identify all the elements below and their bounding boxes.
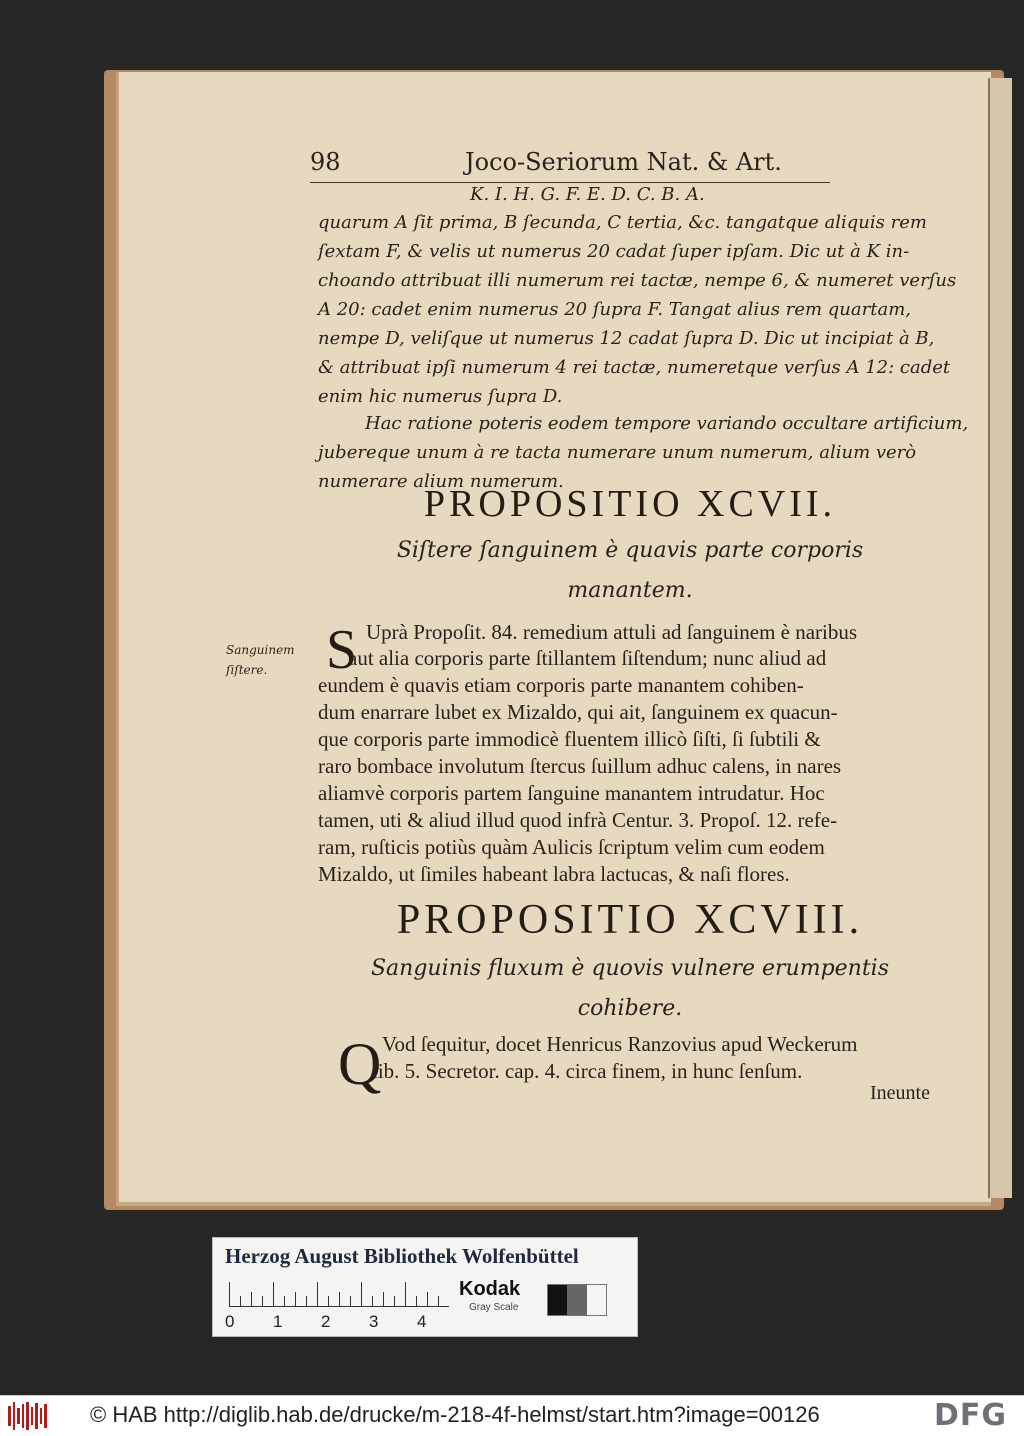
ruler-tick — [416, 1296, 417, 1306]
text-line: raro bombace involutum ſtercus ſuillum adhuc calens, in nares — [318, 754, 842, 778]
footer-bar — [0, 1395, 1024, 1436]
text-line: Hac ratione poteris eodem tempore variando occultare artificium, — [365, 413, 969, 434]
ruler-tick — [273, 1282, 274, 1306]
margin-note-line: ſiſtere. — [226, 663, 268, 677]
ruler-tick — [394, 1296, 395, 1306]
text-line: & attribuat ipſi numerum 4 rei tactæ, numeretque verſus A 12: cadet — [318, 357, 951, 378]
text-line: ſextam F, & velis ut numerus 20 cadat ſuper ipſam. Dic ut à K in- — [318, 241, 910, 262]
kodak-logo: Kodak — [459, 1278, 521, 1300]
gray-swatches — [547, 1284, 607, 1316]
drop-cap: Q — [338, 1031, 382, 1097]
library-name: Herzog August Bibliothek Wolfenbüttel — [225, 1244, 579, 1268]
barcode-logo-icon — [8, 1402, 48, 1430]
header-rule — [310, 182, 830, 183]
text-line: Vod ſequitur, docet Henricus Ranzovius apud Weckerum — [382, 1032, 858, 1056]
proposition-97-heading: PROPOSITIO XCVII. — [423, 483, 837, 525]
text-line: lib. 5. Secretor. cap. 4. circa finem, in hunc ſenſum. — [372, 1059, 803, 1083]
drop-cap: S — [326, 619, 358, 681]
proposition-98-subtitle: Sanguinis fluxum è quovis vulnere erumpentis — [370, 956, 890, 981]
text-line: nempe D, veliſque ut numerus 12 cadat ſupra D. Dic ut incipiat à B, — [318, 328, 935, 349]
proposition-97-subtitle: manantem. — [567, 578, 693, 603]
ruler-tick — [350, 1296, 351, 1306]
text-line: Uprà Propoſit. 84. remedium attuli ad ſanguinem è naribus — [366, 620, 858, 644]
ruler-tick — [383, 1292, 384, 1306]
margin-note — [226, 640, 316, 680]
ruler-tick — [317, 1282, 318, 1306]
ruler-tick — [240, 1296, 241, 1306]
running-head — [310, 148, 830, 180]
ruler-tick — [295, 1292, 296, 1306]
text-line: jubereque unum à re tacta numerare unum numerum, alium verò — [318, 442, 917, 463]
text-line: dum enarrare lubet ex Mizaldo, qui ait, ſanguinem ex quacun- — [318, 700, 838, 724]
catchword: Ineunte — [870, 1082, 930, 1104]
running-title: Joco-Seriorum Nat. & Art. — [465, 148, 782, 176]
proposition-98-subtitle: cohibere. — [577, 996, 683, 1021]
ruler-tick — [251, 1292, 252, 1306]
proposition-98-heading: PROPOSITIO XCVIII. — [396, 897, 864, 943]
ruler-number: 0 — [225, 1312, 235, 1331]
ruler-tick — [405, 1282, 406, 1306]
margin-note-line: Sanguinem — [226, 643, 295, 657]
text-line: aliamvè corporis partem ſanguine manantem intrudatur. Hoc — [318, 781, 825, 805]
ruler-tick — [372, 1296, 373, 1306]
text-line: aut alia corporis parte ſtillantem ſiſtendum; nunc aliud ad — [348, 646, 827, 670]
copyright-url[interactable]: © HAB http://diglib.hab.de/drucke/m-218-4f-helmst/start.htm?image=00126 — [90, 1402, 820, 1427]
ruler-number: 3 — [369, 1312, 379, 1331]
dfg-logo: DFG — [934, 1398, 1008, 1433]
ruler-tick — [438, 1296, 439, 1306]
text-line: eundem è quavis etiam corporis parte manantem cohiben- — [318, 673, 804, 697]
ruler-tick — [306, 1296, 307, 1306]
ruler-tick — [328, 1296, 329, 1306]
swatch-gray — [567, 1285, 586, 1315]
ruler-tick — [427, 1292, 428, 1306]
swatch-white — [587, 1285, 606, 1315]
text-line: que corporis parte immodicè fluentem illicò ſiſti, ſi ſubtili & — [318, 727, 821, 751]
text-line: enim hic numerus ſupra D. — [318, 386, 563, 407]
ruler-numbers — [225, 1312, 455, 1332]
ruler-tick — [339, 1292, 340, 1306]
text-line: Mizaldo, ut ſimiles habeant labra lactucas, & naſi flores. — [318, 862, 790, 886]
text-line: choando attribuat illi numerum rei tactæ, nempe 6, & numeret verſus — [318, 270, 957, 291]
facing-page-edge — [988, 78, 1012, 1198]
text-line: ram, ruſticis potiùs quàm Aulicis ſcriptum velim cum eodem — [318, 835, 825, 859]
scale-ruler — [229, 1282, 449, 1307]
ruler-number: 4 — [417, 1312, 427, 1331]
text-line: tamen, uti & aliud illud quod infrà Centur. 3. Propoſ. 12. refe- — [318, 808, 838, 832]
proposition-97-subtitle: Siſtere ſanguinem è quavis parte corporis — [396, 538, 864, 563]
ruler-tick — [229, 1282, 230, 1306]
ruler-number: 2 — [321, 1312, 331, 1331]
text-line: quarum A ſit prima, B ſecunda, C tertia, &c. tangatque aliquis rem — [318, 212, 927, 233]
ruler-tick — [284, 1296, 285, 1306]
page-number: 98 — [310, 148, 341, 176]
text-line: A 20: cadet enim numerus 20 ſupra F. Tangat alius rem quartam, — [318, 299, 911, 320]
text-line: numerare alium numerum. — [318, 471, 564, 492]
gray-scale-label: Gray Scale — [469, 1302, 519, 1313]
swatch-black — [548, 1285, 567, 1315]
ruler-tick — [262, 1296, 263, 1306]
color-reference-card — [212, 1237, 638, 1337]
letter-sequence: K. I. H. G. F. E. D. C. B. A. — [470, 184, 705, 205]
ruler-tick — [361, 1282, 362, 1306]
ruler-number: 1 — [273, 1312, 283, 1331]
